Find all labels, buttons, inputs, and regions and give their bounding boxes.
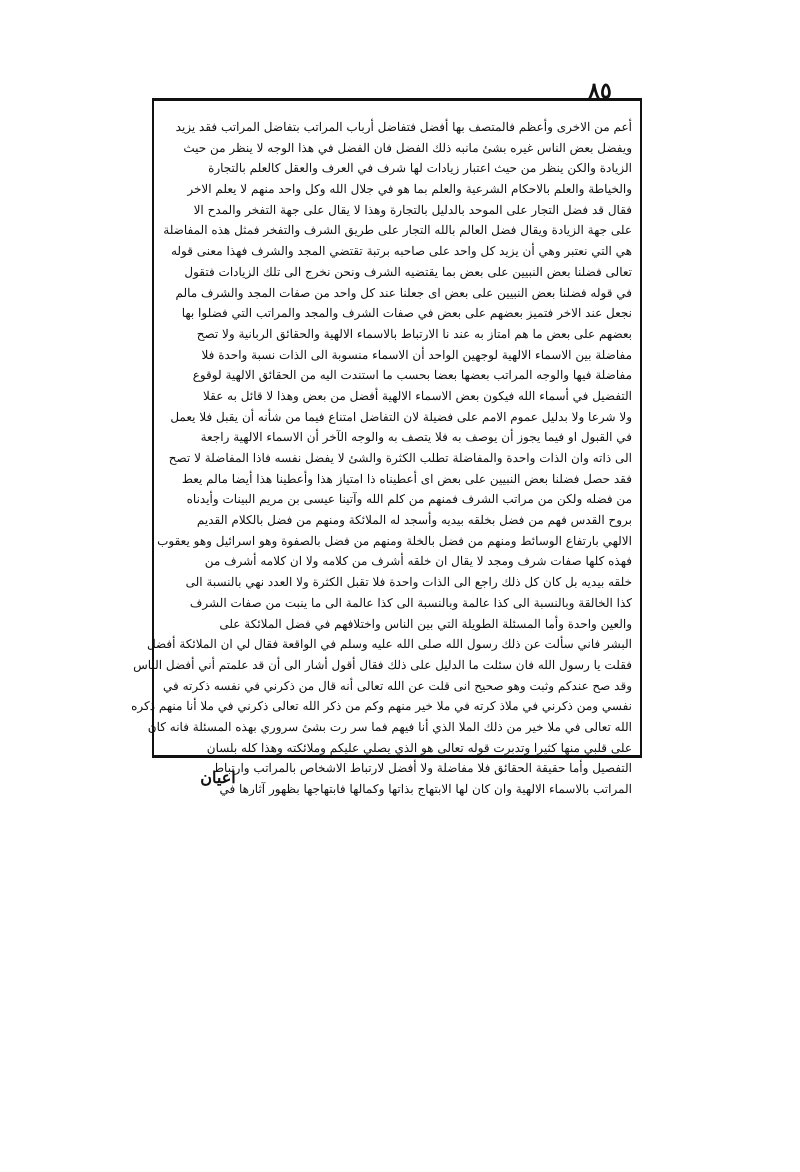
text-line: مفاضلة بين الاسماء الالهية لوجهين الواحد أن الاسماء منسوبة الى الذات نسبة واحدة فلا — [201, 347, 632, 362]
text-line: بروح القدس فهم من فضل بخلقه بيديه وأسجد له الملائكة ومنهم من فضل بالكلام القديم — [196, 513, 632, 528]
text-line: البشر فاني سألت عن ذلك رسول الله صلى الله عليه وسلم في الواقعة فقال لي ان الملائكة أفضل — [146, 637, 632, 652]
text-line: الزيادة والكن ينظر من حيث اعتبار زيادات لها شرف في العرف والعقل كالعلم بالتجارة — [208, 161, 632, 176]
text-line: كذا الخالقة وبالنسبة الى كذا عالمة وبالنسبة الى كذا عالمة الى ما ينبت من صفات الشرف — [189, 595, 632, 610]
text-line: التفضيل في أسماء الله فيكون بعض الاسماء الالهية أفضل من بعض وهذا لا قائل به عقلا — [202, 388, 632, 403]
text-line: الله تعالى في ملا خير من ذلك الملا الذي أنا فيهم فما سر رت بشئ سروري بهذه المسئلة فانه كان — [147, 719, 632, 734]
text-line: من فضله ولكن من مراتب الشرف فمنهم من كلم الله وآتينا عيسى بن مريم البينات وأيدناه — [186, 492, 632, 507]
text-line: أعم من الاخرى وأعظم فالمتصف بها أفضل فتفاضل أرباب المراتب بتفاضل المراتب فقد يزيد — [175, 120, 632, 134]
text-line: خلقه بيديه بل كان كل ذلك راجع الى الذات واحدة فلا تقبل الكثرة ولا العدد نهي بالنسبة الى — [185, 575, 632, 590]
catchword: اعيان — [200, 768, 236, 787]
text-line: بعضهم على بعض ما هم امتاز به عند نا الارتباط بالاسماء الالهية والحقائق الربانية ولا تصح — [196, 326, 632, 341]
text-line: ولا شرعا ولا بدليل عموم الامم على فضيلة لان التفاضل امتناع فيما من شأنه أن يقبل فلا يعمل — [170, 409, 632, 424]
text-line: مفاضلة فيها والوجه المراتب بعضها بعضا بحسب ما استندت اليه من الحقائق الالهية لوقوع — [192, 368, 632, 383]
text-body — [131, 117, 632, 800]
text-line: والعين واحدة وأما المسئلة الطويلة التي بين الناس واختلافهم في فضل الملائكة على — [219, 616, 632, 631]
text-line: فهذه كلها صفات شرف ومجد لا يقال ان خلقه أشرف من كلامه ولا ان كلامه أشرف من — [204, 554, 632, 569]
text-line: الى ذاته وان الذات واحدة والمفاضلة تطلب الكثرة والشئ لا يفضل نفسه فاذا المفاضلة لا تصح — [168, 451, 632, 465]
text-line: على جهة الزيادة ويقال فضل العالم بالله التجار على طريق الشرف والتفخر فمثل هذه المفاضلة — [163, 223, 632, 238]
text-line: نجعل عند الاخر فتميز بعضهم على بعض في صفات الشرف والمجد والمراتب التي فضلوا بها — [181, 306, 632, 321]
text-line: فقال قد فضل التجار على الموحد بالدليل بالتجارة وهذا لا يقال على جهة التفخر والمدح الا — [193, 202, 632, 217]
text-line: الالهي بارتفاع الوسائط ومنهم من فضل بالخلة ومنهم من فضل بالصفوة وهو اسرائيل وهو يعقوب — [157, 533, 632, 548]
text-line: فقد حصل فضلنا بعض النبيين على بعض اى أعطيناه ذا امتياز هذا وأعطينا هذا أيضا مالم يعط — [181, 471, 632, 486]
text-line: هي التي نعتبر وهي أن يزيد كل واحد على صاحبه برتبة تقتضي المجد والشرف فهذا معنى قوله — [170, 244, 632, 259]
text-line: في القبول او فيما يجوز أن يوصف به فلا يتصف به والوجه الآخر أن الاسماء الالهية راجعة — [200, 430, 632, 445]
text-line: في قوله فضلنا بعض النبيين على بعض اى جعلنا عند كل واحد من صفات المجد والشرف مالم — [175, 285, 632, 300]
text-line: المراتب بالاسماء الالهية وان كان لها الابتهاج بذاتها وكمالها فابتهاجها بظهور آثارها في — [219, 782, 632, 796]
text-line: فقلت يا رسول الله فان سئلت ما الدليل على ذلك فقال أقول أشار الى أن قد علمتم أني أفضل الناس — [133, 657, 632, 672]
page-number: ٨٥ — [588, 78, 612, 104]
text-line: نفسي ومن ذكرني في ملاذ كرته في ملا خير منهم وكم من ذكر الله تعالى ذكرني في ملا أنا منهم ذكره — [131, 699, 632, 714]
text-line: التفصيل وأما حقيقة الحقائق فلا مفاضلة ولا أفضل لارتباط الاشخاص بالمراتب وارتباط — [212, 761, 632, 776]
text-line: وقد صح عندكم وثبت وهو صحيح انى قلت عن الله تعالى أنه قال من ذكرني في نفسه ذكرته في — [163, 678, 632, 693]
text-line: ويفضل بعض الناس غيره بشئ مانبه ذلك الفضل فان الفضل في هذا الوجه لا ينظر من حيث — [183, 140, 632, 155]
text-line: على قلبي منها كثيرا وتدبرت قوله تعالى هو الذي يصلي عليكم وملائكته وهذا كله بلسان — [206, 740, 632, 755]
text-line: والخياطة والعلم بالاحكام الشرعية والعلم بما هو في جلال الله وكل واحد منهم لا يعلم الاخر — [187, 182, 632, 197]
text-line: تعالى فضلنا بعض النبيين على بعض بما يقتضيه الشرف ونحن نخرج الى تلك الزيادات فتقول — [184, 264, 632, 279]
